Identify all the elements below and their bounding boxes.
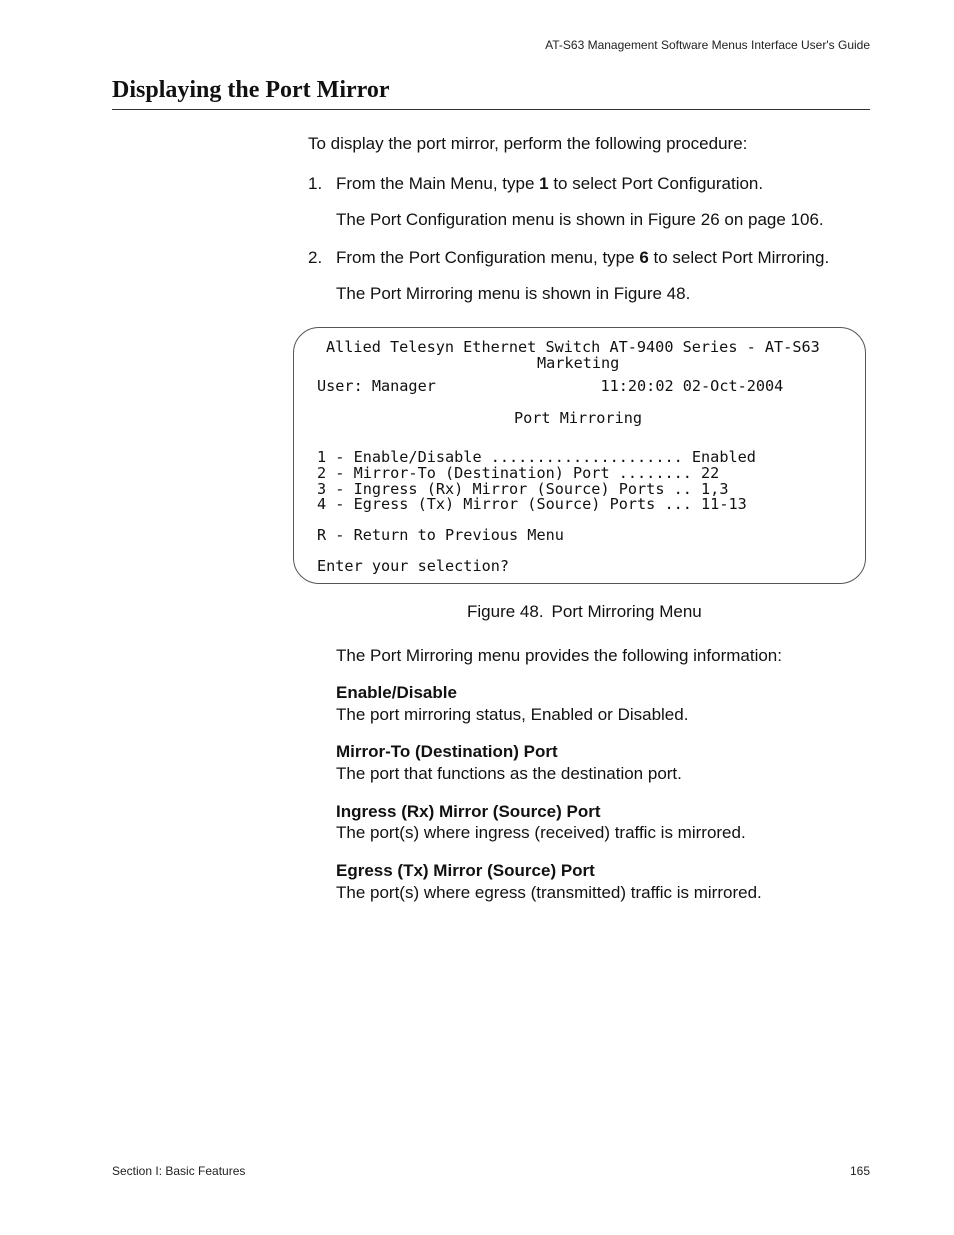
menu-option-ingress: 3 - Ingress (Rx) Mirror (Source) Ports .. 1,3 bbox=[317, 480, 729, 498]
menu-option-enable-disable: 1 - Enable/Disable ..................... Enabled bbox=[317, 448, 756, 466]
step-2-key: 6 bbox=[639, 248, 649, 267]
terminal-menu-title: Port Mirroring bbox=[514, 409, 643, 427]
step-1-key: 1 bbox=[539, 174, 549, 193]
terminal-user-line: User: Manager 11:20:02 02-Oct-2004 bbox=[317, 377, 784, 395]
definition-desc: The port(s) where egress (transmitted) traffic is mirrored. bbox=[336, 883, 762, 902]
intro-text: To display the port mirror, perform the following procedure: bbox=[308, 134, 748, 153]
info-intro: The Port Mirroring menu provides the following information: bbox=[336, 646, 782, 665]
menu-option-egress: 4 - Egress (Tx) Mirror (Source) Ports ... 11-13 bbox=[317, 495, 747, 513]
definition-desc: The port that functions as the destination port. bbox=[336, 764, 682, 783]
menu-option-return: R - Return to Previous Menu bbox=[317, 526, 564, 544]
definition-desc: The port mirroring status, Enabled or Disabled. bbox=[336, 705, 689, 724]
definition-term: Mirror-To (Destination) Port bbox=[336, 742, 558, 761]
terminal-screen-figure bbox=[293, 327, 866, 584]
step-2-note: The Port Mirroring menu is shown in Figure 48. bbox=[336, 284, 691, 303]
terminal-banner-line1: Allied Telesyn Ethernet Switch AT-9400 Series - AT-S63 bbox=[326, 338, 820, 356]
definition-term: Egress (Tx) Mirror (Source) Port bbox=[336, 861, 595, 880]
step-1-text: From the Main Menu, type 1 to select Port Configuration. bbox=[336, 174, 764, 193]
terminal-prompt: Enter your selection? bbox=[317, 557, 510, 575]
running-header: AT-S63 Management Software Menus Interface User's Guide bbox=[545, 38, 870, 52]
section-title: Displaying the Port Mirror bbox=[112, 77, 390, 103]
figure-caption bbox=[467, 601, 702, 623]
definition-desc: The port(s) where ingress (received) traffic is mirrored. bbox=[336, 823, 746, 842]
figure-caption-text: Port Mirroring Menu bbox=[551, 602, 702, 621]
step-number: 1. bbox=[308, 174, 323, 193]
step-2-text: From the Port Configuration menu, type 6 to select Port Mirroring. bbox=[336, 248, 830, 267]
page-number: 165 bbox=[849, 1164, 870, 1178]
definition-term: Ingress (Rx) Mirror (Source) Port bbox=[336, 802, 601, 821]
terminal-banner-line2: Marketing bbox=[537, 354, 620, 372]
menu-option-mirror-to: 2 - Mirror-To (Destination) Port ........ 22 bbox=[317, 464, 720, 482]
footer-section: Section I: Basic Features bbox=[112, 1164, 246, 1178]
title-rule bbox=[112, 109, 870, 110]
step-number: 2. bbox=[308, 248, 323, 267]
definition-term: Enable/Disable bbox=[336, 683, 457, 702]
step-1-note: The Port Configuration menu is shown in Figure 26 on page 106. bbox=[336, 210, 824, 229]
figure-label: Figure 48. bbox=[467, 602, 544, 621]
